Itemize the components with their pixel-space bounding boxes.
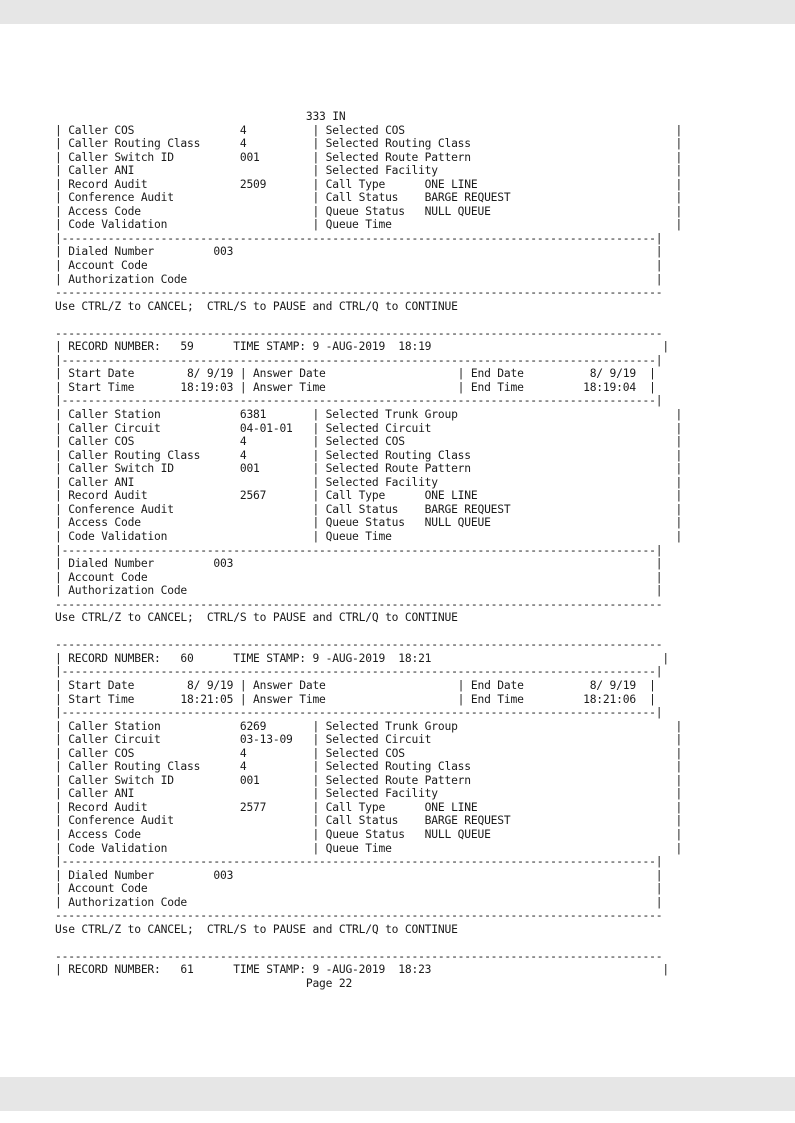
printout-line: -------------------------------------------------------------------------------------------- — [55, 597, 663, 611]
printout-line: |------------------------------------------------------------------------------------------| — [55, 706, 663, 720]
printout-line: | Caller ANI | Selected Facility | — [55, 164, 683, 178]
printout-line: | Access Code | Queue Status NULL QUEUE | — [55, 827, 683, 841]
printout-line: | Start Time 18:21:05 | Answer Time | End Time 18:21:06 | — [55, 692, 656, 706]
printout-line: | Dialed Number 003 | — [55, 868, 663, 882]
printout-line: -------------------------------------------------------------------------------------------- — [55, 326, 663, 340]
printout-line: | Code Validation | Queue Time | — [55, 841, 683, 855]
printout-line: |------------------------------------------------------------------------------------------| — [55, 394, 663, 408]
printout-line: | Authorization Code | — [55, 584, 663, 598]
printout-line: | Caller Routing Class 4 | Selected Routing Class | — [55, 448, 683, 462]
printout-line: 333 IN — [55, 110, 346, 123]
printout-line: | Record Audit 2567 | Call Type ONE LINE | — [55, 489, 683, 503]
printout-line: | Dialed Number 003 | — [55, 245, 663, 259]
printout-line: | Caller ANI | Selected Facility | — [55, 787, 683, 801]
printout-line: |------------------------------------------------------------------------------------------| — [55, 665, 663, 679]
printout-line: | Caller ANI | Selected Facility | — [55, 475, 683, 489]
printout-line: | Dialed Number 003 | — [55, 557, 663, 571]
printout-line: | Caller Switch ID 001 | Selected Route Pattern | — [55, 462, 683, 476]
printout-line: Use CTRL/Z to CANCEL; CTRL/S to PAUSE and CTRL/Q to CONTINUE — [55, 299, 458, 313]
printout-line: |------------------------------------------------------------------------------------------| — [55, 231, 663, 245]
printout-line: | Caller Switch ID 001 | Selected Route Pattern | — [55, 150, 683, 164]
printout-line: | Caller Station 6381 | Selected Trunk Group | — [55, 408, 683, 422]
printout-line: | Conference Audit | Call Status BARGE REQUEST | — [55, 814, 683, 828]
printout-line: |------------------------------------------------------------------------------------------| — [55, 543, 663, 557]
printout-line: -------------------------------------------------------------------------------------------- — [55, 909, 663, 923]
printout-line: | Start Date 8/ 9/19 | Answer Date | End Date 8/ 9/19 | — [55, 678, 656, 692]
printout-line: |------------------------------------------------------------------------------------------| — [55, 353, 663, 367]
printout-line: | Caller Circuit 04-01-01 | Selected Circuit | — [55, 421, 683, 435]
document-page — [55, 110, 695, 990]
printout-line: | Code Validation | Queue Time | — [55, 218, 683, 232]
printout-line: | Caller Routing Class 4 | Selected Routing Class | — [55, 760, 683, 774]
printout-line: | Record Audit 2509 | Call Type ONE LINE | — [55, 177, 683, 191]
printout-line: | Caller COS 4 | Selected COS | — [55, 123, 683, 137]
printout-line: | Caller Switch ID 001 | Selected Route Pattern | — [55, 773, 683, 787]
printout-line: Use CTRL/Z to CANCEL; CTRL/S to PAUSE and CTRL/Q to CONTINUE — [55, 611, 458, 625]
printout-line: -------------------------------------------------------------------------------------------- — [55, 286, 663, 300]
printout-line: | Access Code | Queue Status NULL QUEUE | — [55, 204, 683, 218]
printout-line: | Account Code | — [55, 882, 663, 896]
printout-line: -------------------------------------------------------------------------------------------- — [55, 638, 663, 652]
printout-line: | Caller COS 4 | Selected COS | — [55, 746, 683, 760]
printout-line: |------------------------------------------------------------------------------------------| — [55, 855, 663, 869]
printout-line: -------------------------------------------------------------------------------------------- — [55, 949, 663, 963]
printout-line: | Record Audit 2577 | Call Type ONE LINE | — [55, 800, 683, 814]
printout-line: | Conference Audit | Call Status BARGE REQUEST | — [55, 502, 683, 516]
printout-line: | Caller Station 6269 | Selected Trunk Group | — [55, 719, 683, 733]
printout-line: | RECORD NUMBER: 60 TIME STAMP: 9 -AUG-2019 18:21 | — [55, 651, 669, 665]
printout-line: | Caller Circuit 03-13-09 | Selected Circuit | — [55, 733, 683, 747]
printout-line: | Code Validation | Queue Time | — [55, 529, 683, 543]
printout-line: | RECORD NUMBER: 61 TIME STAMP: 9 -AUG-2019 18:23 | — [55, 963, 669, 977]
printout-line: Use CTRL/Z to CANCEL; CTRL/S to PAUSE and CTRL/Q to CONTINUE — [55, 922, 458, 936]
terminal-printout — [55, 110, 682, 991]
printout-line: Page 22 — [55, 977, 353, 990]
printout-line: | RECORD NUMBER: 59 TIME STAMP: 9 -AUG-2019 18:19 | — [55, 340, 669, 354]
scan-bottom-margin — [0, 1077, 795, 1111]
printout-line: | Account Code | — [55, 259, 663, 273]
printout-line: | Caller Routing Class 4 | Selected Routing Class | — [55, 137, 683, 151]
printout-line: | Authorization Code | — [55, 895, 663, 909]
printout-line: | Authorization Code | — [55, 272, 663, 286]
printout-line: | Access Code | Queue Status NULL QUEUE | — [55, 516, 683, 530]
printout-line: | Caller COS 4 | Selected COS | — [55, 435, 683, 449]
printout-line: | Account Code | — [55, 570, 663, 584]
printout-line: | Start Time 18:19:03 | Answer Time | End Time 18:19:04 | — [55, 380, 656, 394]
printout-line: | Conference Audit | Call Status BARGE REQUEST | — [55, 191, 683, 205]
scan-top-margin — [0, 0, 795, 24]
printout-line: | Start Date 8/ 9/19 | Answer Date | End Date 8/ 9/19 | — [55, 367, 656, 381]
